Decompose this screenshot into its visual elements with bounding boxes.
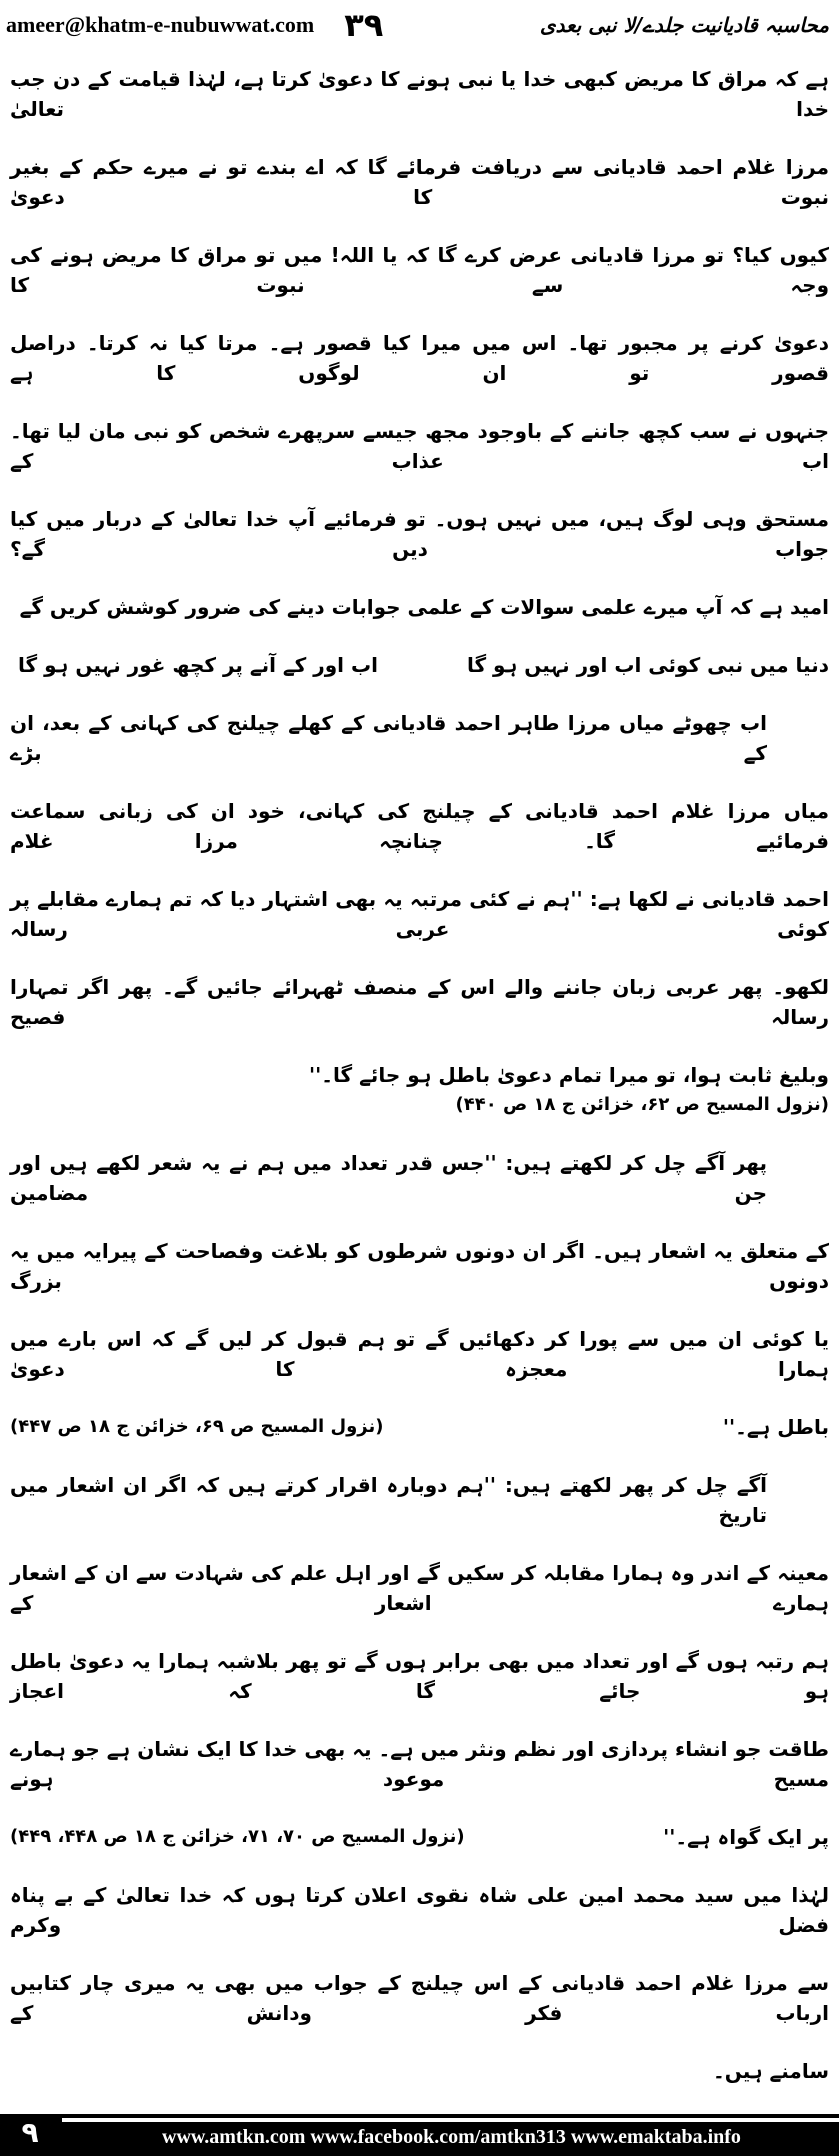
reference-citation: (نزول المسیح ص ۶۹، خزائن ج ۱۸ ص ۴۴۷): [10, 1416, 384, 1437]
text-line-with-reference: [10, 1046, 829, 1134]
text-line: سے مرزا غلام احمد قادیانی کے اس چیلنج کے جواب میں بھی یہ میری چار کتابیں ارباب فکر ودانش کے: [10, 1971, 829, 2025]
text-line-with-reference: [10, 1808, 829, 1866]
footer-page-number: ۹: [21, 2116, 39, 2149]
reference-citation: (نزول المسیح ص ۶۲، خزائن ج ۱۸ ص ۴۴۰): [455, 1094, 829, 1115]
footer-divider: [62, 2118, 839, 2122]
text-line: پھر آگے چل کر لکھتے ہیں: ''جس قدر تعداد میں ہم نے یہ شعر لکھے ہیں اور جن مضامین: [10, 1151, 767, 1205]
text-line: مرزا غلام احمد قادیانی سے دریافت فرمائے گا کہ اے بندے تو نے میرے حکم کے بغیر نبوت کا دعویٰ: [10, 155, 829, 209]
verse-line: [10, 636, 829, 694]
text-line: لہٰذا میں سید محمد امین علی شاہ نقوی اعلان کرتا ہوں کہ خدا تعالیٰ کے بے پناہ فضل وکرم: [10, 1883, 829, 1937]
text-line: مستحق وہی لوگ ہیں، میں نہیں ہوں۔ تو فرمائیے آپ خدا تعالیٰ کے دربار میں کیا جواب دیں گے؟: [10, 507, 829, 561]
text-line: جنہوں نے سب کچھ جاننے کے باوجود مجھ جیسے سرپھرے شخص کو نبی مان لیا تھا۔ اب عذاب کے: [10, 419, 829, 473]
text-line: ہم رتبہ ہوں گے اور تعداد میں بھی برابر ہوں گے تو پھر بلاشبہ ہمارا یہ دعویٰ باطل ہو جائے گا کہ اعجاز: [10, 1649, 829, 1703]
text-line: طاقت جو انشاء پردازی اور نظم ونثر میں ہے۔ یہ بھی خدا کا ایک نشان ہے جو ہمارے مسیح موعود ہونے: [10, 1737, 829, 1791]
text-line: آگے چل کر پھر لکھتے ہیں: ''ہم دوبارہ اقرار کرتے ہیں کہ اگر ان اشعار میں تاریخ: [10, 1473, 767, 1527]
text-line: امید ہے کہ آپ میرے علمی سوالات کے علمی جوابات دینے کی ضرور کوشش کریں گے: [19, 595, 829, 619]
verse-second-hemistich: اب اور کے آنے پر کچھ غور نہیں ہو گا: [18, 653, 378, 677]
text-line: اب چھوٹے میاں مرزا طاہر احمد قادیانی کے کھلے چیلنج کی کہانی کے بعد، ان کے بڑے: [10, 711, 767, 765]
text-line: احمد قادیانی نے لکھا ہے: ''ہم نے کئی مرتبہ یہ بھی اشتہار دیا کہ تم ہمارے مقابلے پر کوئی عربی رسالہ: [10, 887, 829, 941]
text-line: سامنے ہیں۔: [712, 2059, 829, 2083]
text-line: یا کوئی ان میں سے پورا کر دکھائیں گے تو ہم قبول کر لیں گے کہ اس بارے میں ہمارا معجزہ کا دعویٰ: [10, 1327, 829, 1381]
verse-first-hemistich: دنیا میں نبی کوئی اب اور نہیں ہو گا: [466, 653, 829, 677]
page-header: [0, 0, 839, 50]
text-line: معینہ کے اندر وہ ہمارا مقابلہ کر سکیں گے اور اہل علم کی شہادت سے ان کے اشعار ہمارے اشعار کے: [10, 1561, 829, 1615]
reference-citation: (نزول المسیح ص ۷۰، ۷۱، خزائن ج ۱۸ ص ۴۴۸، ۴۴۹): [10, 1826, 465, 1847]
header-email: ameer@khatm-e-nubuwwat.com: [6, 12, 315, 37]
page-footer: [0, 2114, 839, 2156]
text-line: کے متعلق یہ اشعار ہیں۔ اگر ان دونوں شرطوں کو بلاغت وفصاحت کے پیرایہ میں یہ دونوں بزرگ: [10, 1239, 829, 1293]
page-body: [10, 50, 829, 2100]
header-page-number: ۳۹: [344, 6, 384, 44]
text-line: ہے کہ مراق کا مریض کبھی خدا یا نبی ہونے کا دعویٰ کرتا ہے، لہٰذا قیامت کے دن جب خدا تعالیٰ: [10, 67, 829, 121]
footer-urls: www.amtkn.com www.facebook.com/amtkn313 www.emaktaba.info: [162, 2126, 741, 2148]
text-line: وبلیغ ثابت ہوا، تو میرا تمام دعویٰ باطل ہو جائے گا۔'': [309, 1063, 829, 1087]
text-line: پر ایک گواہ ہے۔'': [663, 1825, 829, 1849]
text-line: دعویٰ کرنے پر مجبور تھا۔ اس میں میرا کیا قصور ہے۔ مرتا کیا نہ کرتا۔ دراصل قصور تو ان لوگوں کا ہے: [10, 331, 829, 385]
text-line: میاں مرزا غلام احمد قادیانی کے چیلنج کی کہانی، خود ان کی زبانی سماعت فرمائیے گا۔ چنانچہ مرزا غلام: [10, 799, 829, 853]
text-line: باطل ہے۔'': [722, 1415, 829, 1439]
text-line: کیوں کیا؟ تو مرزا قادیانی عرض کرے گا کہ یا اللہ! میں تو مراق کا مریض ہونے کی وجہ سے نبوت کا: [10, 243, 829, 297]
header-book-title: محاسبہ قادیانیت جلدے/لا نبی بعدی: [539, 13, 829, 37]
text-line: لکھو۔ پھر عربی زبان جاننے والے اس کے منصف ٹھہرائے جائیں گے۔ پھر اگر تمہارا رسالہ فصیح: [10, 975, 829, 1029]
text-line-with-reference: [10, 1398, 829, 1456]
